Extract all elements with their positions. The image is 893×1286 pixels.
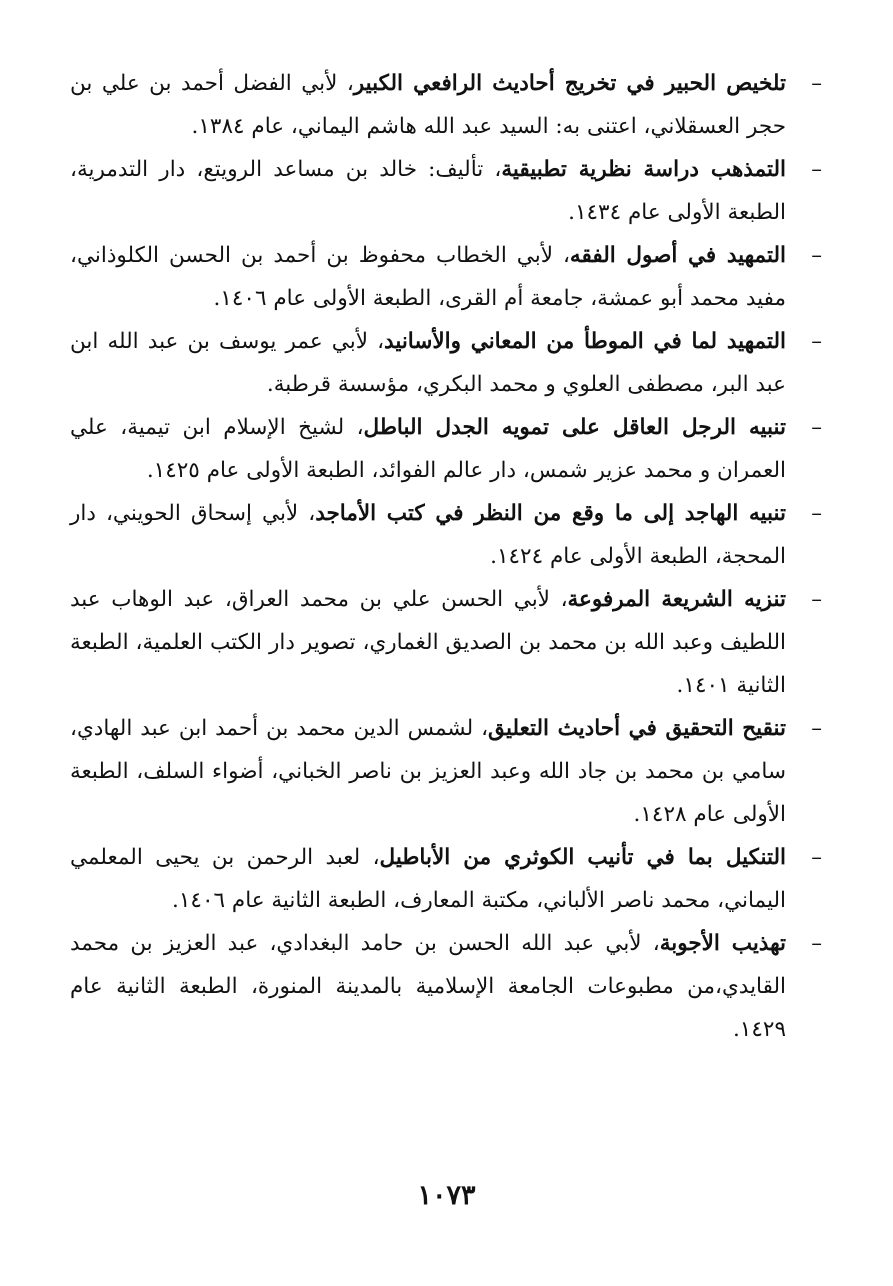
entry-dash: – [811,501,822,526]
entry-details: ، لأبي الحسن علي بن محمد العراق، عبد الوهاب عبد اللطيف وعبد الله بن محمد بن الصديق الغماري، تصوير دار الكتب العلمية، الطبعة الثانية ١٤٠١. [70,587,786,698]
entry-dash: – [811,157,822,182]
entry-dash: – [811,716,822,741]
entry-dash: – [811,329,822,354]
entry-details: ، لأبي عبد الله الحسن بن حامد البغدادي، عبد العزيز بن محمد القايدي،من مطبوعات الجامعة الإسلامية بالمدينة المنورة، الطبعة الثانية عام ١٤٢٩. [70,931,786,1042]
entry-title: التمذهب دراسة نظرية تطبيقية [501,157,787,182]
entry-details: ، لشيخ الإسلام ابن تيمية، علي العمران و محمد عزير شمس، دار عالم الفوائد، الطبعة الأولى عام ١٤٢٥. [70,415,786,483]
entry-title: تنزيه الشريعة المرفوعة [567,587,786,612]
entry-details: ، تأليف: خالد بن مساعد الرويتع، دار التدمرية، الطبعة الأولى عام ١٤٣٤. [70,157,786,225]
entry-title: تلخيص الحبير في تخريج أحاديث الرافعي الكبير [353,71,786,96]
entry-dash: – [811,845,822,870]
bibliography-entry [70,492,822,578]
entry-title: تهذيب الأجوبة [659,931,786,956]
bibliography-entry [70,578,822,707]
entry-title: تنقيح التحقيق في أحاديث التعليق [488,716,786,741]
entry-details: ، لشمس الدين محمد بن أحمد ابن عبد الهادي، سامي بن محمد بن جاد الله وعبد العزيز بن ناصر الخباني، أضواء السلف، الطبعة الأولى عام ١٤٢٨. [70,716,786,827]
entry-details: ، لعبد الرحمن بن يحيى المعلمي اليماني، محمد ناصر الألباني، مكتبة المعارف، الطبعة الثانية عام ١٤٠٦. [70,845,786,913]
entry-title: تنبيه الهاجد إلى ما وقع من النظر في كتب الأماجد [315,501,787,526]
entry-title: تنبيه الرجل العاقل على تمويه الجدل الباطل [363,415,786,440]
entry-dash: – [811,243,822,268]
entry-title: التمهيد لما في الموطأ من المعاني والأسانيد [384,329,786,354]
entry-dash: – [811,415,822,440]
entry-details: ، لأبي الخطاب محفوظ بن أحمد بن الحسن الكلوذاني، مفيد محمد أبو عمشة، جامعة أم القرى، الطبعة الأولى عام ١٤٠٦. [70,243,786,311]
bibliography-entry [70,320,822,406]
entry-details: ، لأبي الفضل أحمد بن علي بن حجر العسقلاني، اعتنى به: السيد عبد الله هاشم اليماني، عام ١٣٨٤. [70,71,786,139]
bibliography-entry [70,922,822,1051]
bibliography-entry [70,707,822,836]
bibliography-entry [70,234,822,320]
bibliography-entry [70,406,822,492]
entry-title: التنكيل بما في تأنيب الكوثري من الأباطيل [379,845,786,870]
bibliography-page [70,62,822,1051]
entry-dash: – [811,587,822,612]
bibliography-entry [70,148,822,234]
page-number: ١٠٧٣ [417,1180,476,1211]
entry-dash: – [811,71,822,96]
entry-details: ، لأبي عمر يوسف بن عبد الله ابن عبد البر، مصطفى العلوي و محمد البكري، مؤسسة قرطبة. [70,329,786,397]
entry-title: التمهيد في أصول الفقه [569,243,786,268]
bibliography-entry [70,836,822,922]
bibliography-entry [70,62,822,148]
entry-dash: – [811,931,822,956]
entry-details: ، لأبي إسحاق الحويني، دار المحجة، الطبعة الأولى عام ١٤٢٤. [70,501,786,569]
